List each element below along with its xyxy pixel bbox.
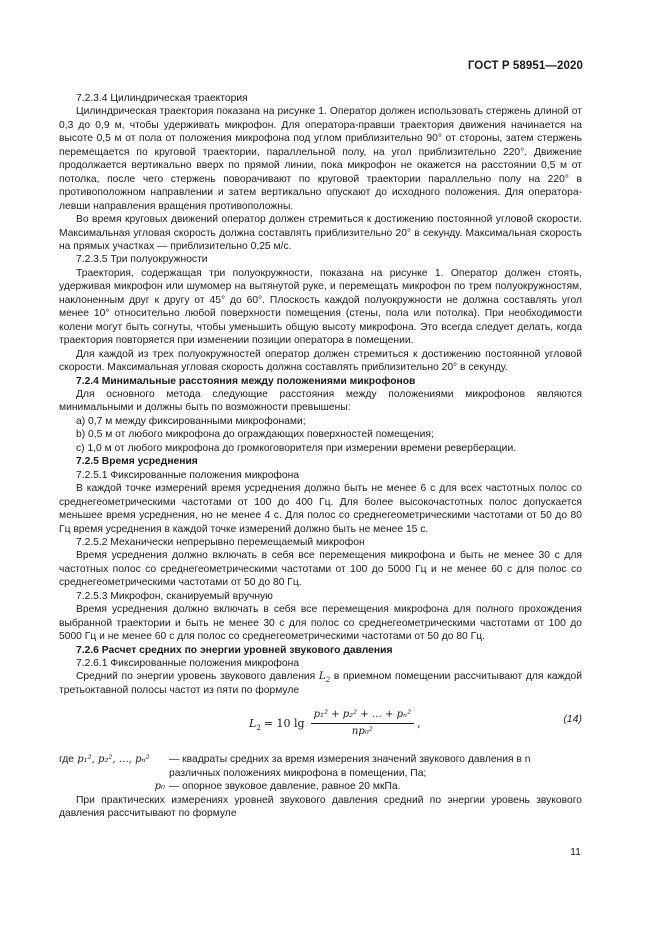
symbol-l2: $L_2$ <box>318 670 331 685</box>
formula-14 <box>59 701 582 751</box>
definition-text: — квадраты средних за время измерения значений звукового давления в n различных положениях микрофона в помещении, Па; <box>169 754 531 779</box>
paragraph: Во время круговых движений оператор должен стремиться к достижению постоянной угловой скорости. Максимальная угловая скорость должна составлять приблизительно 20° в секунду. Максимальная скорость на прямых участках — приблизительно 0,25 м/с. <box>59 214 582 252</box>
paragraph: Время усреднения должно включать в себя все перемещения микрофона для полного прохождения выбранной траектории и быть не менее 30 с для полос со среднегеометрическими частотами от 100 до 5000 Гц и не менее 60 с для полос со среднегеометрическими частотами от 50 до 80 Гц. <box>59 604 582 643</box>
list-item: b) 0,5 м от любого микрофона до ограждающих поверхностей помещения; <box>76 429 434 441</box>
paragraph: Для основного метода следующие расстояния между положениями микрофонов являются минимальными и должны быть по возможности превышены: <box>59 388 582 414</box>
formula-expression: $L_2$ = 10 lg $\frac{\text{p₁² + p₂² + … + pₙ²}}{\text{np₀²}}$ , <box>249 709 421 737</box>
paragraph: Для каждой из трех полуокружностей оператор должен стремиться к достижению постоянной угловой скорости. Максимальная угловая скорость должна составлять приблизительно 20° в секунду. <box>59 348 582 374</box>
section-title: 7.2.6.1 Фиксированные положения микрофона <box>76 658 300 670</box>
paragraph: Траектория, содержащая три полуокружности, показана на рисунке 1. Оператор должен стоять, удерживая микрофон или шумомер на вытянутой руке, и перемещать микрофон по трем полуокружностям, наклоненным друг к другу от 45° до 60°. Плоскость каждой полуокружности не должна составлять угол менее 10° относительно любой поверхности помещения (стены, пола или потолка). При необходимости колени могут быть согнуты, чтобы уменьшить общую высоту микрофона. Это всегда следует делать, когда траектория повторяется при изменении позиции оператора в помещении. <box>59 267 582 347</box>
list-item: а) 0,7 м между фиксированными микрофонами; <box>76 415 306 427</box>
formula-eq: = 10 lg <box>263 716 305 730</box>
formula-numerator: p₁² + p₂² + … + pₙ² <box>311 708 415 723</box>
document-body <box>59 92 582 821</box>
section-heading: 7.2.5 Время усреднения <box>76 456 198 468</box>
formula-number: (14) <box>563 713 582 726</box>
paragraph <box>59 670 582 697</box>
document-header: ГОСТ Р 58951—2020 <box>467 60 583 72</box>
definitions <box>59 753 582 793</box>
definition-row <box>59 753 582 780</box>
paragraph: Время усреднения должно включать в себя все перемещения микрофона и быть не менее 30 с для частотных полос со среднегеометрическими частотами от 100 до 5000 Гц и не менее 60 с для полос со среднегеометрическими частотами от 50 до 80 Гц. <box>59 550 582 589</box>
definition-text: — опорное звуковое давление, равное 20 мкПа. <box>169 781 401 793</box>
section-title: 7.2.3.5 Три полуокружности <box>76 254 208 266</box>
paragraph-text: Средний по энергии уровень звукового давления <box>76 671 316 683</box>
list-item: с) 1,0 м от любого микрофона до громкоговорителя при измерении времени реверберации. <box>76 442 517 454</box>
section-title: 7.2.5.3 Микрофон, сканируемый вручную <box>76 590 273 602</box>
definition-row <box>59 780 582 793</box>
paragraph: В каждой точке измерений время усреднения должно быть не менее 6 с для всех частотных полос со среднегеометрическими частотами от 100 до 400 Гц. Для более высокочастотных полос допускается меньшее время усреднения, но не менее 4 с. Для полос со среднегеометрическими частотами от 50 до 80 Гц время усреднения в каждой точке измерений должно быть не менее 15 с. <box>59 483 582 535</box>
paragraph: При практических измерениях уровней звукового давления средний по энергии уровень звукового давления рассчитывают по формуле <box>59 794 582 820</box>
page-number: 11 <box>570 846 581 858</box>
definition-symbol: где p₁², p₂², …, pₙ² <box>59 754 150 766</box>
paragraph: Цилиндрическая траектория показана на рисунке 1. Оператор должен использовать стержень длиной от 0,3 до 0,9 м, чтобы удерживать микрофон. Для оператора-правши траектория движения начинается на высоте 0,5 м от пола от положения микрофона под углом приблизительно 90° от стороны, затем стержень перемещается по круговой траектории, параллельной полу, на угол приблизительно 220°. Движение продолжается вертикально вверх по прямой линии, пока микрофон не окажется на расстоянии 0,5 м от потолка, после чего стержень поворачивают по круговой траектории параллельно полу на 220° в противоположном направлении и затем вертикально опускают до исходного положения. Для оператора-левши направления вращения противоположны. <box>59 106 582 212</box>
section-heading: 7.2.4 Минимальные расстояния между положениями микрофонов <box>76 375 416 387</box>
section-heading: 7.2.6 Расчет средних по энергии уровней звукового давления <box>76 644 393 656</box>
formula-denominator: np₀² <box>351 725 373 737</box>
formula-lhs: $L_2$ <box>249 716 261 732</box>
paragraph-text: в приемном помещении рассчитывают для каждой третьоктавной полосы частот из пяти по формуле <box>59 671 582 696</box>
formula-fraction <box>311 708 415 738</box>
section-title: 7.2.5.2 Механически непрерывно перемещаемый микрофон <box>76 536 365 548</box>
section-title: 7.2.3.4 Цилиндрическая траектория <box>76 93 248 104</box>
section-title: 7.2.5.1 Фиксированные положения микрофона <box>76 469 300 481</box>
definition-symbol: p₀ <box>154 781 165 793</box>
